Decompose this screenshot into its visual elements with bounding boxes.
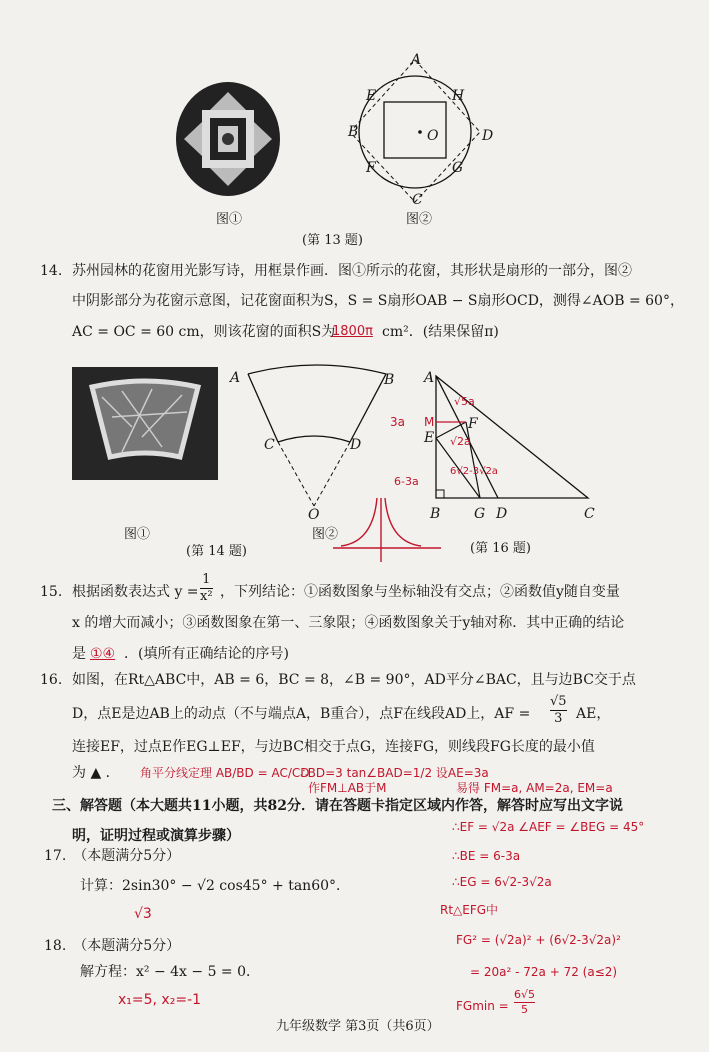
q16-line1: 如图，在Rt△ABC中，AB = 6，BC = 8，∠B = 90°，AD平分∠BAC，且与边BC交于点: [72, 672, 636, 688]
q13-fig2: [340, 52, 480, 202]
q15-answer: ①④: [90, 646, 116, 662]
work-l7: FGmin =: [456, 999, 509, 1013]
q18-prompt: 解方程：x² − 4x − 5 = 0．: [80, 964, 261, 980]
sec-O: O: [308, 507, 320, 523]
work-l3: ∴EG = 6√2-3√2a: [452, 875, 552, 889]
pt-F: F: [366, 160, 376, 176]
fan-window: [72, 367, 218, 480]
q14-fig1-photo: [72, 367, 218, 480]
work-l5: FG² = (√2a)² + (6√2-3√2a)²: [456, 933, 621, 947]
q16-D: D: [496, 506, 508, 522]
q16-label: (第 16 题): [470, 541, 531, 556]
sec-B: B: [384, 372, 395, 388]
q14-line1: 苏州园林的花窗用光影写诗，用框景作画．图①所示的花窗，其形状是扇形的一部分，图②: [72, 263, 632, 279]
q15-frac-den: x²: [200, 589, 213, 604]
q16-M: M: [424, 415, 435, 429]
q14-label: (第 14 题): [186, 544, 247, 559]
q14-answer: 1800π: [332, 324, 373, 339]
pt-A: A: [411, 52, 422, 68]
pt-B: B: [348, 124, 359, 140]
pt-D: D: [482, 128, 494, 144]
q18-header: 18. （本题满分5分）: [44, 938, 181, 954]
q14-fig1-caption: 图①: [124, 527, 151, 542]
q16-C: C: [584, 506, 595, 522]
note-ef: √2a: [450, 435, 471, 448]
work-frac-num: 6√5: [514, 988, 536, 1001]
q13-fig1-caption: 图①: [216, 212, 243, 227]
q16-G: G: [474, 506, 486, 522]
q14-fig2: [236, 364, 396, 514]
q16-number: 16.: [40, 672, 63, 688]
q16-E: E: [424, 430, 435, 446]
q16-line3: 连接EF，过点E作EG⊥EF，与边BC相交于点G，连接FG，则线段FG长度的最小值: [72, 739, 595, 755]
section3-line2: 明，证明过程或演算步骤）: [72, 828, 240, 844]
q14-line3b: cm²．(结果保留π): [382, 324, 499, 340]
q14-line2: 中阴影部分为花窗示意图，记花窗面积为S，S = S扇形OAB − S扇形OCD，测得∠AOB = 60°，: [72, 293, 684, 309]
q16-B: B: [430, 506, 441, 522]
pt-C: C: [412, 192, 423, 208]
sec-A: A: [230, 370, 241, 386]
q16-line4: 为 ▲ ．: [72, 765, 120, 781]
q16-fig: [420, 370, 600, 510]
note-lower: 6√2-3√2a: [450, 466, 498, 477]
sec-D: D: [350, 437, 362, 453]
q16-hw3: 作FM⊥AB于M: [308, 781, 387, 795]
q14-number: 14.: [40, 263, 63, 279]
q16-frac-den: 3: [550, 710, 567, 727]
work-l2: ∴BE = 6-3a: [452, 849, 521, 863]
q15-line1a: 根据函数表达式 y =: [72, 584, 199, 600]
note-ae: 3a: [390, 415, 405, 429]
q17-header: 17. （本题满分5分）: [44, 848, 181, 864]
q13-label: (第 13 题): [302, 233, 363, 248]
note-af: √5a: [454, 395, 475, 408]
q15-frac-num: 1: [202, 572, 211, 587]
window-pattern: [176, 82, 280, 196]
q16-line2-tail: AE，: [576, 706, 611, 722]
work-l6: = 20a² - 72a + 72 (a≤2): [470, 965, 618, 979]
q15-line2: x 的增大而减小；③函数图象在第一、三象限；④函数图象关于y轴对称．其中正确的结论: [72, 615, 625, 631]
q16-A: A: [424, 370, 435, 386]
q16-F: F: [468, 416, 478, 432]
q15-line3a: 是: [72, 646, 86, 662]
pt-G: G: [452, 160, 464, 176]
sec-C: C: [264, 437, 275, 453]
note-eb: 6-3a: [394, 475, 419, 488]
page-footer: 九年级数学 第3页（共6页）: [276, 1019, 440, 1034]
pt-O: O: [427, 128, 439, 144]
pt-H: H: [452, 88, 465, 104]
q14-fig2-caption: 图②: [312, 527, 339, 542]
q16-hw2: ∴BD=3 tan∠BAD=1/2 设AE=3a: [300, 766, 489, 780]
q16-line2: D，点E是边AB上的动点（不与端点A，B重合），点F在线段AD上，AF =: [72, 706, 531, 722]
q14-line3a: AC = OC = 60 cm，则该花窗的面积S为: [72, 324, 336, 340]
work-frac-den: 5: [514, 1002, 535, 1017]
q16-fraction: [550, 694, 567, 727]
q17-prompt: 计算：2sin30° − √2 cos45° + tan60°．: [80, 878, 351, 894]
work-l1: ∴EF = √2a ∠AEF = ∠BEG = 45°: [452, 820, 645, 834]
q17-answer: √3: [134, 906, 152, 922]
q13-fig1-window: [176, 82, 280, 196]
q15-line1b: ，下列结论：①函数图象与坐标轴没有交点；②函数值y随自变量: [220, 584, 620, 600]
q18-answer: x₁=5, x₂=-1: [118, 992, 202, 1008]
q16-frac-num: √5: [550, 694, 567, 709]
q16-hw4: 易得 FM=a, AM=2a, EM=a: [456, 781, 613, 795]
work-frac: [514, 988, 535, 1017]
pt-E: E: [366, 88, 377, 104]
q13-fig2-caption: 图②: [406, 212, 433, 227]
q15-line3b: ．(填所有正确结论的序号): [124, 646, 289, 662]
q16-hw1: 角平分线定理 AB/BD = AC/CD: [140, 766, 310, 780]
q15-fraction: [200, 572, 213, 605]
q15-number: 15.: [40, 584, 63, 600]
section3-line1: 三、解答题（本大题共11小题，共82分．请在答题卡指定区域内作答，解答时应写出文字说: [52, 798, 623, 814]
work-l4: Rt△EFG中: [440, 903, 499, 917]
